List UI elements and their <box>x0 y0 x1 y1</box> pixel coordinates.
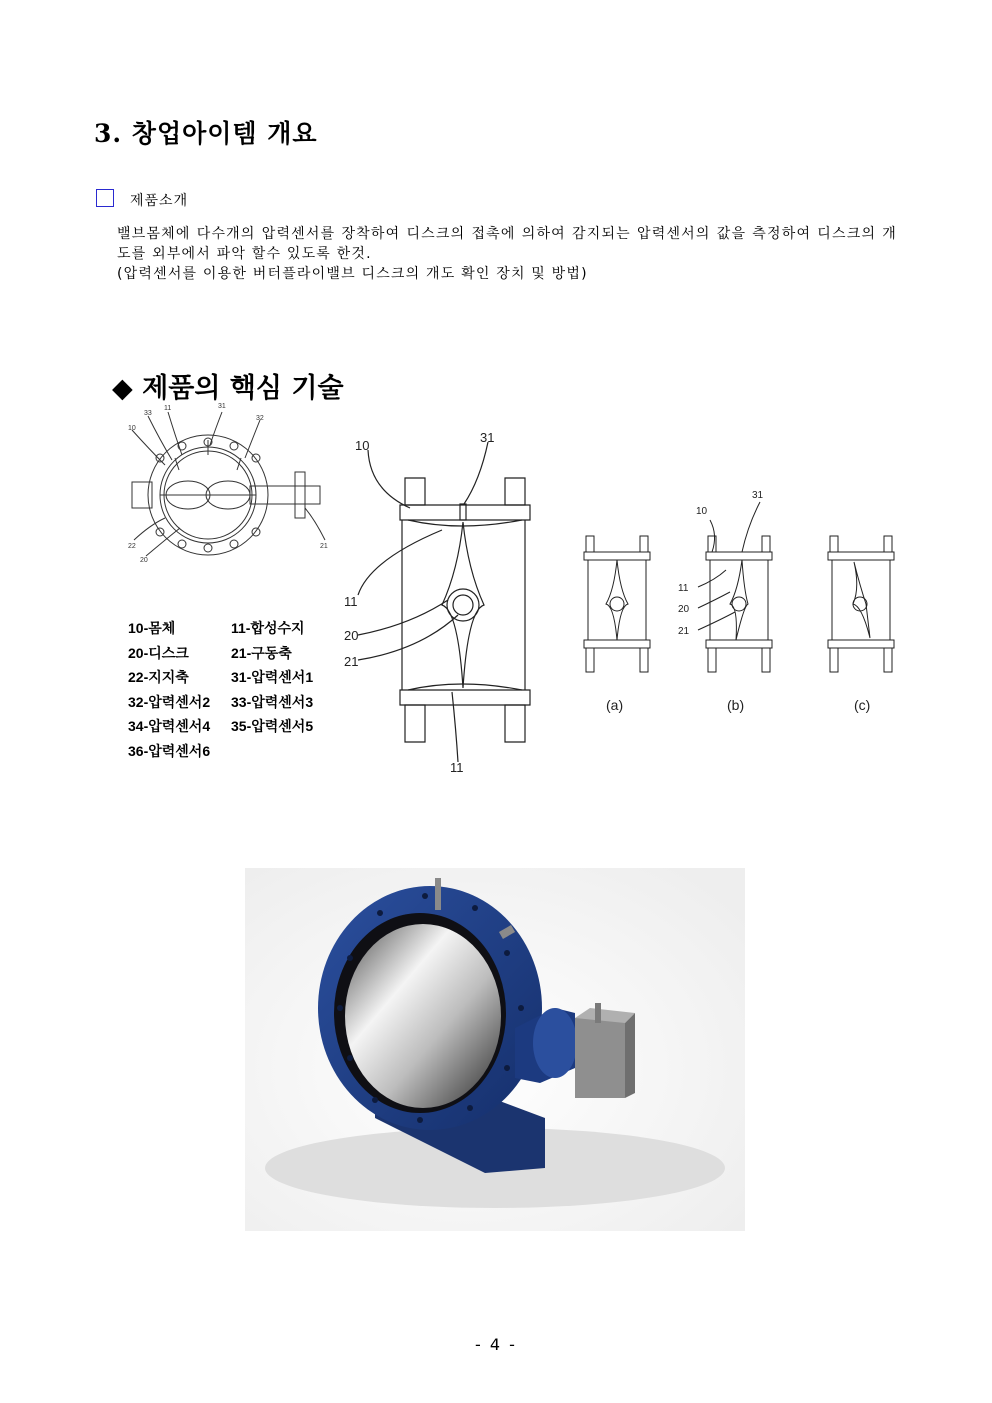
intro-line-1: 밸브몸체에 다수개의 압력센서를 장착하여 디스크의 접촉에 의하여 감지되는 압력센서의 값을 측정하여 디스크의 개도를 외부에서 파악 할수 있도록 한것. <box>117 226 897 262</box>
legend-row <box>128 616 334 641</box>
butterfly-valve-photo <box>245 868 745 1231</box>
diagram-label: 20 <box>678 604 690 615</box>
diagram-label: 10 <box>696 506 708 517</box>
diagram-c <box>828 536 894 672</box>
legend-item: 22-지지축 <box>128 669 189 686</box>
checkbox-icon <box>96 189 114 207</box>
diagram-label: 10 <box>128 425 136 432</box>
diagram-label: 21 <box>320 543 328 550</box>
legend-item: 11-합성수지 <box>231 620 305 637</box>
diagram-a <box>584 536 650 672</box>
legend-row <box>128 665 334 690</box>
diagram-label: 20 <box>344 628 359 643</box>
legend-item: 31-압력센서1 <box>231 669 314 686</box>
diagram-label: 31 <box>752 490 764 501</box>
diagram-label: 31 <box>480 430 495 445</box>
valve-side-section-diagram <box>330 420 560 780</box>
intro-label: 제품소개 <box>130 193 189 209</box>
intro-line-2: (압력센서를 이용한 버터플라이밸브 디스크의 개도 확인 장치 및 방법) <box>117 266 588 282</box>
intro-body <box>117 224 897 284</box>
legend-item: 33-압력센서3 <box>231 693 314 710</box>
caption-b: (b) <box>727 697 745 713</box>
legend-row <box>128 739 334 764</box>
disc-position-diagrams <box>570 480 900 720</box>
page-number: - 4 - <box>475 1335 517 1354</box>
diagram-label: 11 <box>164 405 172 412</box>
legend-item: 21-구동축 <box>231 644 292 661</box>
part-legend <box>128 616 334 763</box>
diagram-label: 11 <box>678 583 689 594</box>
diagram-label: 22 <box>128 543 136 550</box>
caption-a: (a) <box>606 697 624 713</box>
diagram-label: 33 <box>144 410 152 417</box>
caption-c: (c) <box>854 697 871 713</box>
diagram-b <box>678 490 772 672</box>
legend-item: 35-압력센서5 <box>231 718 314 735</box>
legend-item: 10-몸체 <box>128 620 176 637</box>
diagram-label: 20 <box>140 557 148 564</box>
legend-item: 32-압력센서2 <box>128 693 211 710</box>
legend-item: 20-디스크 <box>128 644 189 661</box>
diagram-label: 10 <box>355 438 370 453</box>
legend-item: 36-압력센서6 <box>128 742 211 759</box>
legend-item: 34-압력센서4 <box>128 718 211 735</box>
legend-row <box>128 641 334 666</box>
section-heading: 3. 창업아이템 개요 <box>94 119 318 148</box>
legend-row <box>128 714 334 739</box>
legend-row <box>128 690 334 715</box>
diagram-label: 21 <box>678 626 690 637</box>
diagram-label: 11 <box>450 760 464 775</box>
valve-cross-section-diagram <box>120 400 330 580</box>
core-tech-title: ◆ 제품의 핵심 기술 <box>112 373 344 404</box>
diagram-label: 32 <box>256 415 264 422</box>
diagram-label: 31 <box>218 403 226 410</box>
diagram-label: 11 <box>344 594 358 609</box>
diagram-label: 21 <box>344 654 359 669</box>
